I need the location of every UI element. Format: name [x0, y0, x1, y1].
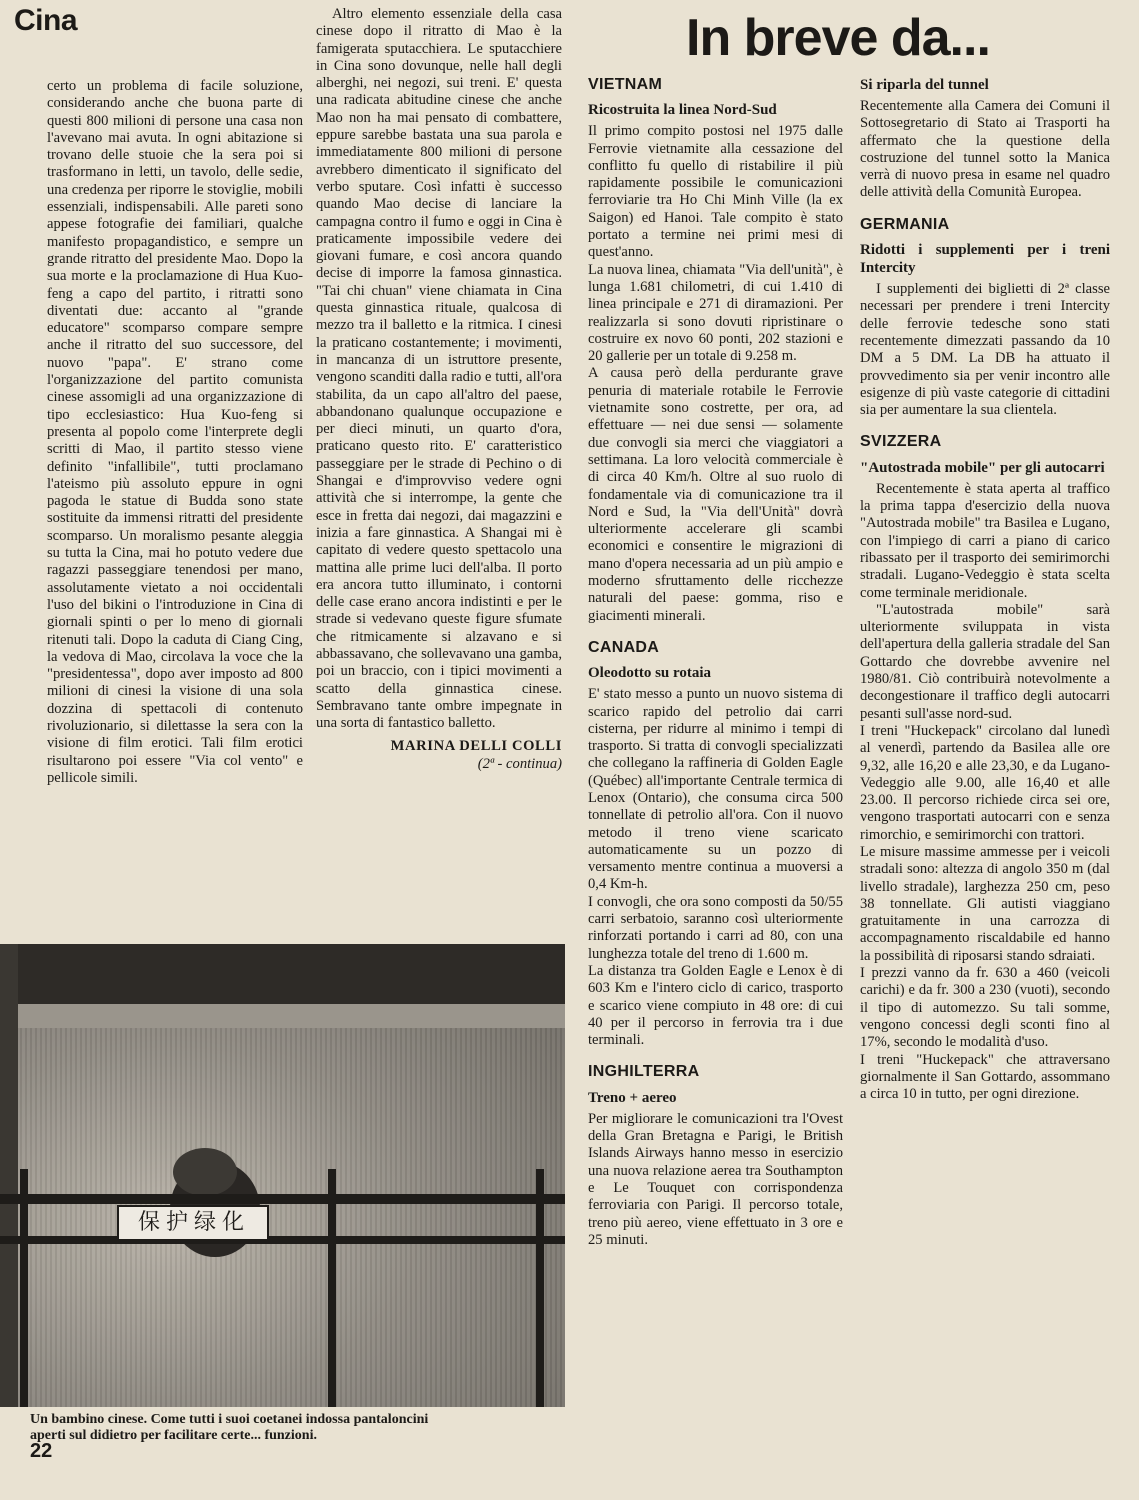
- continuation-note: (2ª - continua): [477, 755, 562, 772]
- subheading: Si riparla del tunnel: [860, 77, 989, 93]
- subheading: Ricostruita la linea Nord-Sud: [588, 102, 777, 119]
- news-paragraph: I convogli, che ora sono composti da 50/55 carri serbatoio, saranno così ulteriormente rinforzati portando i carri ad 80, con una lunghezza totale del treno di 1.600 m.: [588, 893, 843, 962]
- section-heading-vietnam: VIETNAM: [588, 76, 663, 93]
- news-paragraph: I prezzi vanno da fr. 630 a 460 (veicoli carichi) e da fr. 300 a 230 (vuoti), secondo il tipo di automezzo. Su tali somme, vengono concessi degli sconti fino al 17%, secondo le modalità d'uso.: [860, 965, 1110, 1051]
- page-title: In breve da...: [686, 9, 990, 67]
- news-paragraph: A causa però della perdurante grave penuria di materiale rotabile le Ferrovie vietnamite sono costrette, per ora, ad effettuare — nei due sensi — solamente due convogli sia merci che viaggiatori a settimana. La loro velocità commerciale è di circa 40 Km/h. Oltre al suo ruolo di fondamentale via di comunicazione tra il Nord e Sud, la "Via dell'Unità" dovrà ulteriormente accelerare gli scambi economici e consentire le migrazioni di mano d'opera necessaria ad un più ampio e moderno sfruttamento delle ricchezze naturali del paese: gomma, riso e giacimenti minerali.: [588, 365, 843, 624]
- photo-caption: Un bambino cinese. Come tutti i suoi coetanei indossa pantaloncini aperti sul didietro per facilitare certe... funzioni.: [30, 1412, 429, 1443]
- photo-sign-text: 保护绿化: [137, 1210, 250, 1235]
- news-photo: [0, 944, 565, 1407]
- news-paragraph: Le misure massime ammesse per i veicoli stradali sono: altezza di angolo 350 m (dal livello stradale), larghezza 250 cm, peso 38 tonnellate. Gli autisti viaggiano gratuitamente in una carrozza di accompagnamento riscaldabile ed hanno la possibilità di riposarsi stando sdraiati.: [860, 843, 1110, 964]
- news-paragraph: Recentemente è stata aperta al traffico la prima tappa d'esercizio della nuova "Autostrada mobile" tra Basilea e Lugano, con l'impiego di carri a piano di carico ribassato per il trasporto dei semirimorchi stradali. Lugano-Vedeggio è stata scelta come terminale meridionale.: [860, 480, 1110, 601]
- news-paragraph: La nuova linea, chiamata "Via dell'unità", è lunga 1.681 chilometri, di cui 1.410 di linea principale e 271 di diramazioni. Per realizzarla si sono dovuti ripristinare o costruire ex novo 60 ponti, 202 stazioni e 20 gallerie per un totale di 9.258 m.: [588, 261, 843, 365]
- news-paragraph: Il primo compito postosi nel 1975 dalle Ferrovie vietnamite alla cessazione del conflitto fu quello di ristabilire il più rapidamente possibile le comunicazioni ferroviarie tra Ho Chi Minh Ville (la ex Saigon) ed Hanoi. Tale compito è stato portato a termine nei primi mesi di quest'anno.: [588, 123, 843, 261]
- article-column-1: [47, 78, 303, 787]
- subheading: Treno + aereo: [588, 1089, 677, 1106]
- subheading: "Autostrada mobile" per gli autocarri: [860, 459, 1105, 476]
- news-paragraph: I supplementi dei biglietti di 2ª classe necessari per prendere i treni Intercity delle ferrovie tedesche sono stati recentemente dimezzati passando da 10 DM a 5 DM. La DB ha attuato il provvedimento sia per venir incontro alle esigenze di più vaste categorie di cittadini sia per aumentare la sua clientela.: [860, 281, 1110, 419]
- subheading: Oleodotto su rotaia: [588, 665, 712, 682]
- news-paragraph: Recentemente alla Camera dei Comuni il Sottosegretario di Stato ai Trasporti ha affermato che la questione della costruzione del tunnel sotto la Manica verrà di nuovo presa in esame nel quadro delle attività della Comunità Europea.: [860, 98, 1110, 201]
- section-heading-svizzera: SVIZZERA: [860, 433, 942, 451]
- news-paragraph: Per migliorare le comunicazioni tra l'Ovest della Gran Bretagna e Parigi, le British Islands Airways hanno messo in esercizio una nuova relazione aerea tra Southampton e Le Touquet con corrispondenza ferroviaria con Parigi. Il percorso totale, treno più aereo, viene effettuato in 3 ore e 25 minuti.: [588, 1110, 843, 1248]
- article-column-2: [316, 6, 562, 773]
- page-number: 22: [30, 1440, 53, 1462]
- section-heading-germania: GERMANIA: [860, 215, 950, 233]
- news-paragraph: I treni "Huckepack" circolano dal lunedì al venerdì, partendo da Basilea alle ore 9,32, alle 16,20 e alle 23,30, e da Lugano-Vedeggio alle 9.00, alle 16,40 et alle 23.00. Il percorso richiede circa sei ore, vengono trasportati autocarri con e senza rimorchio, e semirimorchi con trattori.: [860, 722, 1110, 843]
- article-paragraph: certo un problema di facile soluzione, considerando anche che buona parte di questi 800 milioni di persone una casa non l'avevano mai avuta. In ogni abitazione si trovano delle stuoie che la sera poi si trasformano in letti, un tavolo, delle sedie, una credenza per riporre le stoviglie, mobili essenziali, indispensabili. Alle pareti sono appese fotografie dei familiari, qualche manifesto propagandistico, e sempre un grande ritratto del presidente Mao. Dopo la sua morte e la proclamazione di Hua Kuo-feng a capo del partito, i ritratti sono diventati due: accanto al "grande educatore" scomparso compare sempre anche il ritratto del suo successore, del nuovo "papa". E' strano come l'organizzazione del partito comunista cinese assomigli ad una organizzazione di tipo ecclesiastico: Hua Kuo-feng si presenta al popolo come l'interprete degli scritti di Mao, il partito stesso viene definito "infallibile", tutti proclamano l'ateismo più assoluto eppure in ogni pagoda le statue di Budda sono state sostituite da immensi ritratti del presidente scomparso. Un moralismo pesante aleggia su tutta la Cina, mai ho potuto vedere due ragazzi passeggiare tenendosi per mano, assolutamente vietato a noi occidentali l'uso del bikini o l'introduzione in Cina di giornali spinti o per lo meno di giornali ritenuti tali. Dopo la caduta di Ciang Cing, la vedova di Mao, circolava la voce che la "presidentessa", dopo aver imposto ad 800 milioni di cinesi la visione di una sola dozzina di spettacoli di contenuto rivoluzionario, si dilettasse la sera con la visione di film erotici. Tali film erotici risultarono poi essere "Via col vento" e pellicole simili.: [47, 78, 303, 786]
- photo-illustration: [0, 944, 565, 1407]
- news-paragraph: E' stato messo a punto un nuovo sistema di scarico rapido del petrolio dai carri cisterna, per ridurre al minimo i tempi di trasporto. Si tratta di convogli specializzati che collegano la raffineria di Golden Eagle (Québec) all'importante Centrale termica di Lenox (Ontario), che consuma circa 500 tonnellate di petrolio all'ora. Con il nuovo metodo il treno viene scaricato automaticamente su un pozzo di versamento mentre continua a muoversi a 0,4 Km-h.: [588, 686, 843, 893]
- subheading: Ridotti i supplementi per i treni Intercity: [860, 242, 1110, 277]
- news-paragraph: La distanza tra Golden Eagle e Lenox è di 603 Km e l'intero ciclo di carico, trasporto e scarico viene compiuto in 48 ore: di cui 40 per il percorso in ferrovia tra i due terminali.: [588, 962, 843, 1049]
- section-header: Cina: [14, 4, 78, 37]
- news-paragraph: "L'autostrada mobile" sarà ulteriormente sviluppata in vista dell'apertura della galleria stradale del San Gottardo che dovrebbe avvenire nel 1980/81. Ciò contribuirà notevolmente a decongestionare il traffico degli autocarri pesanti sull'asse nord-sud.: [860, 601, 1110, 722]
- author-byline: MARINA DELLI COLLI: [390, 738, 562, 755]
- news-column-4: [860, 76, 1110, 1103]
- section-heading-canada: CANADA: [588, 638, 660, 656]
- section-heading-inghilterra: INGHILTERRA: [588, 1063, 700, 1081]
- news-paragraph: I treni "Huckepack" che attraversano giornalmente il San Gottardo, assommano a circa 10 in tutto, per ogni direzione.: [860, 1051, 1110, 1103]
- news-column-3: [588, 76, 843, 1249]
- article-paragraph: Altro elemento essenziale della casa cinese dopo il ritratto di Mao è la famigerata sputacchiera. Le sputacchiere in Cina sono dovunque, nelle hall degli alberghi, nei negozi, sui treni. E' questa una radicata abitudine cinese che anche Mao non ha mai pensato di combattere, eppure sarebbe bastata una sua parola e immediatamente 800 milioni di persone avrebbero dimenticato il significato del verbo sputare. Così infatti è successo quando Mao decise di lanciare la campagna contro il fumo e oggi in Cina è praticamente impossibile vedere dei giovani fumare, e così ancora quando decise di imporre la famosa ginnastica. "Tai chi chuan" viene chiamata in Cina questa ginnastica rituale, qualcosa di mezzo tra il balletto e la ritmica. I cinesi la praticano costantemente; i movimenti, in mancanza di un istruttore presente, vengono scanditi dalla radio e tutti, all'ora stabilita, da un capo all'altro del paese, abbandonano qualunque occupazione e per dieci minuti, un quarto d'ora, praticano questo rito. E' caratteristico passeggiare per le strade di Pechino o di Shangai e d'improvviso vedere ogni attività che si interrompe, la gente che esce in fretta dai negozi, dai magazzini e inizia a fare ginnastica. A Shangai mi è capitato di vedere questo spettacolo una mattina alle prime luci dell'alba. Il porto era ancora tutto illuminato, i contorni delle case erano ancora indistinti e per le strade si vedevano queste figure sfumate che ritmicamente si alzavano e si abbassavano, che sollevavano una gamba, poi un braccio, con i tipici movimenti a scatto della ginnastica cinese. Sembravano tante ombre impegnate in una sorta di fantastico balletto.: [316, 6, 562, 732]
